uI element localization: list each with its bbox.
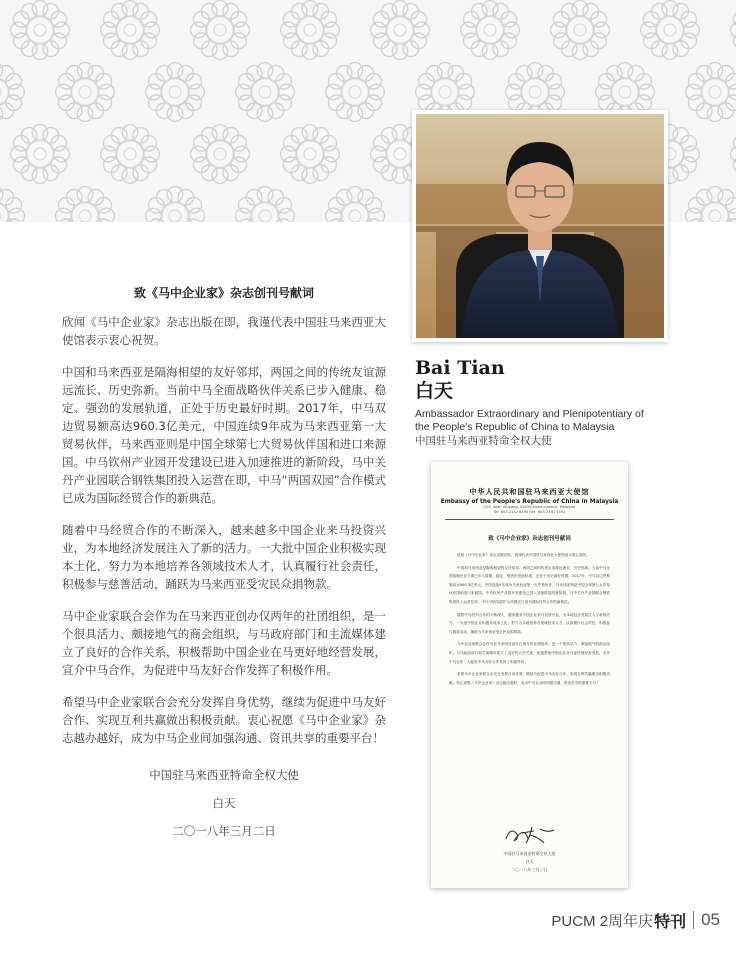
letter-paragraph-3: 随着中马经贸合作的不断深入，越来越多中国企业来马投资兴业，为本地经济发展注入了新的活力。一大批中国企业积极实现本土化，努力为本地培养各领域技术人才，认真履行社会责任，积极参与慈善活动，踊跃为马来西亚受灾民众捐物款。: [449, 612, 610, 634]
letter-paragraph-4: 马中企业家联合会作为在马来西亚创办仅两年的社团组织，是一个很具活力、颇接地气的商会组织，与马政府部门和主流媒体建立了良好的合作关系，积极帮助中国企业在马更好地经营发展，宣介中马合作，为促进中马友好合作发挥了积极作用。: [449, 642, 610, 664]
letter-signature-name: 白天: [525, 859, 534, 864]
lace-rosette: [56, 187, 115, 222]
signature-name: 白天: [212, 796, 236, 810]
letterhead-divider: [445, 519, 614, 520]
title-chinese: 中国驻马来西亚特命全权大使: [415, 435, 552, 447]
letter-paragraph-5: 希望马中企业家联合会充分发挥自身优势，继续为促进中马友好合作、实现互利共赢做出积极贡献。衷心祝愿《马中企业家》杂志越办越好，成为中马企业间加强沟通、资讯共享的重要平台！: [449, 672, 610, 685]
lace-rosette: [56, 63, 115, 122]
lace-rosette: [731, 1, 736, 60]
article-title: 致《马中企业家》杂志创刊号献词: [133, 286, 314, 300]
signature-date: 二〇一八年三月二日: [172, 824, 276, 838]
letter-paragraph-2: 中国和马来西亚是隔海相望的友好邻邦，两国之间的传统友谊源远流长、历史弥新。当前中马全面战略伙伴关系已步入健康、稳定、强劲的发展轨道，正处于历史最好时期。2017年，中马双边贸易额高达960.3亿美元，中国连续9年成为马来西亚第一大贸易伙伴，马来西亚则是中国全球第七大贸易伙伴国和进口来源国。中马钦州产业园开发建设已进入加速推进的新阶段，马中关丹产业园联合钢铁集团投入运营在即，中马“两国双园”合作模式已成为国际经贸合作的新典范。: [449, 565, 610, 604]
letter-signature-block: [431, 821, 628, 874]
lace-rosette: [146, 187, 205, 222]
letterhead-english: Embassy of the People's Republic of China in Malaysia: [440, 499, 619, 505]
lace-rosette: [191, 1, 250, 60]
article: [62, 284, 386, 845]
footer-special-edition: 特刊: [654, 911, 687, 931]
title-english: Ambassador Extraordinary and Plenipotentiary of the People's Republic of China to Malaysia: [415, 408, 644, 433]
ambassador-portrait: [412, 110, 668, 342]
handwritten-signature: [500, 821, 560, 847]
lace-rosette: [731, 125, 736, 184]
letterhead-chinese: 中华人民共和国驻马来西亚大使馆: [469, 488, 590, 496]
lace-rosette: [371, 1, 430, 60]
footer-magazine-label: PUCM 2周年庆: [551, 912, 654, 930]
article-paragraph-5: 希望马中企业家联合会充分发挥自身优势，继续为促进中马友好合作、实现互利共赢做出积极贡献。衷心祝愿《马中企业家》杂志越办越好，成为中马企业间加强沟通、资讯共享的重要平台！: [62, 695, 386, 745]
lace-rosette: [146, 63, 205, 122]
profile-block: [415, 357, 715, 448]
lace-rosette: [191, 125, 250, 184]
article-paragraph-2: 中国和马来西亚是隔海相望的友好邻邦，两国之间的传统友谊源远流长、历史弥新。当前中马全面战略伙伴关系已步入健康、稳定、强劲的发展轨道，正处于历史最好时期。2017年，中马双边贸易额高达960.3亿美元，中国连续9年成为马来西亚第一大贸易伙伴，马来西亚则是中国全球第七大贸易伙伴国和进口来源国。中马钦州产业园开发建设已进入加速推进的新阶段，马中关丹产业园联合钢铁集团投入运营在即，中马“两国双园”合作模式已成为国际经贸合作的新典范。: [62, 365, 386, 505]
lace-rosette: [0, 63, 24, 122]
lace-rosette: [0, 187, 24, 222]
lace-rosette: [236, 63, 295, 122]
letter-body: [449, 551, 610, 687]
signature-title: 中国驻马来西亚特命全权大使: [149, 768, 299, 782]
footer-divider: [693, 911, 694, 929]
article-signature: [62, 761, 386, 845]
letterhead-contact: Tel: 603-2142 8495 Fax: 603-2141 4552: [493, 510, 566, 514]
lace-rosette: [101, 1, 160, 60]
lace-rosette: [11, 1, 70, 60]
lace-rosette: [641, 1, 700, 60]
name-english: Bai Tian: [415, 357, 505, 379]
page-footer: [460, 907, 720, 933]
letter-signature-date: 二〇一八年三月二日: [511, 867, 548, 872]
lace-rosette: [686, 187, 736, 222]
article-paragraph-1: 欣闻《马中企业家》杂志出版在即，我谨代表中国驻马来西亚大使馆表示衷心祝贺。: [62, 315, 386, 347]
lace-rosette: [461, 1, 520, 60]
lace-rosette: [686, 63, 736, 122]
lace-rosette: [326, 63, 385, 122]
letter-paragraph-1: 欣闻《马中企业家》杂志出版在即，我谨代表中国驻马来西亚大使馆表示衷心祝贺。: [457, 553, 590, 557]
embassy-letter-image: [431, 462, 628, 888]
article-paragraph-3: 随着中马经贸合作的不断深入，越来越多中国企业来马投资兴业，为本地经济发展注入了新的活力。一大批中国企业积极实现本土化，努力为本地培养各领域技术人才，认真履行社会责任，积极参与慈善活动，踊跃为马来西亚受灾民众捐物款。: [62, 523, 386, 591]
lace-rosette: [281, 125, 340, 184]
letter-title: 致《马中企业家》杂志创刊号献词: [488, 536, 571, 542]
page-number: 05: [701, 910, 720, 929]
lace-rosette: [11, 125, 70, 184]
letter-signature-title: 中国驻马来西亚特命全权大使: [503, 851, 556, 856]
lace-rosette: [101, 125, 160, 184]
lace-rosette: [236, 187, 295, 222]
letterhead-address: 229, Jalan Ampang, 50450 Kuala Lumpur, Malaysia: [483, 505, 576, 509]
article-paragraph-4: 马中企业家联合会作为在马来西亚创办仅两年的社团组织，是一个很具活力、颇接地气的商会组织，与马政府部门和主流媒体建立了良好的合作关系，积极帮助中国企业在马更好地经营发展，宣介中马合作，为促进中马友好合作发挥了积极作用。: [62, 609, 386, 677]
lace-rosette: [281, 1, 340, 60]
lace-rosette: [551, 1, 610, 60]
name-chinese: 白天: [415, 380, 454, 402]
lace-rosette: [326, 187, 385, 222]
